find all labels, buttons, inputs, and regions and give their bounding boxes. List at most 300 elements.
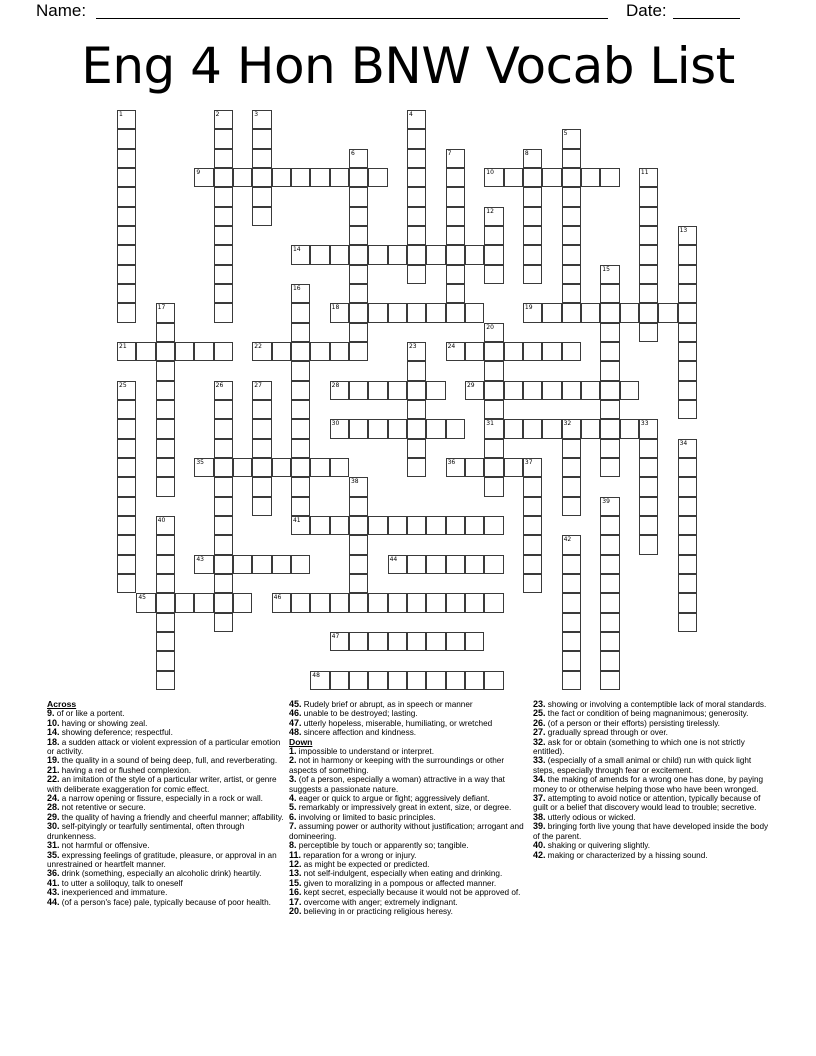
grid-cell[interactable] — [465, 593, 484, 612]
grid-cell[interactable] — [562, 477, 581, 496]
grid-cell[interactable] — [272, 342, 291, 361]
grid-cell[interactable] — [368, 419, 387, 438]
grid-cell[interactable] — [523, 342, 542, 361]
grid-cell[interactable] — [291, 245, 310, 264]
grid-cell[interactable] — [639, 226, 658, 245]
grid-cell[interactable] — [678, 439, 697, 458]
grid-cell[interactable] — [156, 381, 175, 400]
grid-cell[interactable] — [426, 419, 445, 438]
grid-cell[interactable] — [156, 477, 175, 496]
grid-cell[interactable] — [426, 381, 445, 400]
grid-cell[interactable] — [252, 497, 271, 516]
grid-cell[interactable] — [678, 342, 697, 361]
grid-cell[interactable] — [523, 207, 542, 226]
grid-cell[interactable] — [446, 593, 465, 612]
grid-cell[interactable] — [465, 555, 484, 574]
grid-cell[interactable] — [214, 419, 233, 438]
grid-cell[interactable] — [214, 168, 233, 187]
grid-cell[interactable] — [678, 613, 697, 632]
grid-cell[interactable] — [562, 149, 581, 168]
grid-cell[interactable] — [407, 555, 426, 574]
grid-cell[interactable] — [407, 400, 426, 419]
grid-cell[interactable] — [214, 284, 233, 303]
grid-cell[interactable] — [252, 129, 271, 148]
grid-cell[interactable] — [407, 419, 426, 438]
grid-cell[interactable] — [330, 593, 349, 612]
grid-cell[interactable] — [252, 207, 271, 226]
grid-cell[interactable] — [639, 245, 658, 264]
grid-cell[interactable] — [291, 303, 310, 322]
grid-cell[interactable] — [465, 381, 484, 400]
grid-cell[interactable] — [214, 593, 233, 612]
grid-cell[interactable] — [639, 458, 658, 477]
grid-cell[interactable] — [678, 458, 697, 477]
grid-cell[interactable] — [446, 342, 465, 361]
grid-cell[interactable] — [156, 516, 175, 535]
grid-cell[interactable] — [330, 458, 349, 477]
grid-cell[interactable] — [117, 400, 136, 419]
grid-cell[interactable] — [330, 381, 349, 400]
grid-cell[interactable] — [291, 381, 310, 400]
grid-cell[interactable] — [523, 303, 542, 322]
grid-cell[interactable] — [252, 342, 271, 361]
grid-cell[interactable] — [117, 419, 136, 438]
grid-cell[interactable] — [214, 535, 233, 554]
grid-cell[interactable] — [523, 265, 542, 284]
grid-cell[interactable] — [407, 593, 426, 612]
grid-cell[interactable] — [581, 168, 600, 187]
grid-cell[interactable] — [349, 516, 368, 535]
grid-cell[interactable] — [678, 303, 697, 322]
grid-cell[interactable] — [117, 458, 136, 477]
grid-cell[interactable] — [310, 342, 329, 361]
grid-cell[interactable] — [523, 535, 542, 554]
grid-cell[interactable] — [291, 284, 310, 303]
grid-cell[interactable] — [291, 168, 310, 187]
grid-cell[interactable] — [562, 342, 581, 361]
grid-cell[interactable] — [214, 574, 233, 593]
grid-cell[interactable] — [542, 419, 561, 438]
grid-cell[interactable] — [291, 516, 310, 535]
grid-cell[interactable] — [446, 671, 465, 690]
grid-cell[interactable] — [330, 168, 349, 187]
grid-cell[interactable] — [349, 477, 368, 496]
grid-cell[interactable] — [252, 458, 271, 477]
grid-cell[interactable] — [678, 477, 697, 496]
grid-cell[interactable] — [117, 516, 136, 535]
grid-cell[interactable] — [252, 187, 271, 206]
grid-cell[interactable] — [600, 439, 619, 458]
grid-cell[interactable] — [600, 671, 619, 690]
grid-cell[interactable] — [639, 439, 658, 458]
grid-cell[interactable] — [252, 477, 271, 496]
grid-cell[interactable] — [175, 593, 194, 612]
grid-cell[interactable] — [214, 497, 233, 516]
grid-cell[interactable] — [562, 632, 581, 651]
grid-cell[interactable] — [600, 419, 619, 438]
grid-cell[interactable] — [446, 555, 465, 574]
grid-cell[interactable] — [136, 593, 155, 612]
grid-cell[interactable] — [214, 342, 233, 361]
grid-cell[interactable] — [446, 149, 465, 168]
grid-cell[interactable] — [484, 400, 503, 419]
grid-cell[interactable] — [233, 593, 252, 612]
grid-cell[interactable] — [368, 593, 387, 612]
grid-cell[interactable] — [214, 149, 233, 168]
grid-cell[interactable] — [562, 574, 581, 593]
grid-cell[interactable] — [600, 574, 619, 593]
grid-cell[interactable] — [291, 497, 310, 516]
grid-cell[interactable] — [426, 245, 445, 264]
grid-cell[interactable] — [504, 381, 523, 400]
grid-cell[interactable] — [562, 651, 581, 670]
grid-cell[interactable] — [117, 574, 136, 593]
grid-cell[interactable] — [678, 284, 697, 303]
grid-cell[interactable] — [639, 303, 658, 322]
grid-cell[interactable] — [600, 400, 619, 419]
grid-cell[interactable] — [620, 381, 639, 400]
grid-cell[interactable] — [156, 419, 175, 438]
grid-cell[interactable] — [562, 497, 581, 516]
grid-cell[interactable] — [407, 671, 426, 690]
grid-cell[interactable] — [639, 477, 658, 496]
grid-cell[interactable] — [388, 303, 407, 322]
grid-cell[interactable] — [214, 303, 233, 322]
grid-cell[interactable] — [349, 671, 368, 690]
grid-cell[interactable] — [291, 593, 310, 612]
grid-cell[interactable] — [523, 477, 542, 496]
grid-cell[interactable] — [233, 555, 252, 574]
grid-cell[interactable] — [639, 168, 658, 187]
grid-cell[interactable] — [117, 187, 136, 206]
grid-cell[interactable] — [117, 381, 136, 400]
grid-cell[interactable] — [407, 129, 426, 148]
grid-cell[interactable] — [136, 342, 155, 361]
grid-cell[interactable] — [600, 168, 619, 187]
grid-cell[interactable] — [446, 168, 465, 187]
grid-cell[interactable] — [272, 168, 291, 187]
grid-cell[interactable] — [639, 207, 658, 226]
grid-cell[interactable] — [446, 207, 465, 226]
grid-cell[interactable] — [426, 555, 445, 574]
grid-cell[interactable] — [407, 381, 426, 400]
grid-cell[interactable] — [484, 593, 503, 612]
grid-cell[interactable] — [678, 381, 697, 400]
grid-cell[interactable] — [504, 419, 523, 438]
grid-cell[interactable] — [484, 245, 503, 264]
grid-cell[interactable] — [272, 458, 291, 477]
grid-cell[interactable] — [214, 207, 233, 226]
grid-cell[interactable] — [330, 516, 349, 535]
grid-cell[interactable] — [214, 458, 233, 477]
grid-cell[interactable] — [678, 226, 697, 245]
grid-cell[interactable] — [600, 651, 619, 670]
grid-cell[interactable] — [194, 342, 213, 361]
grid-cell[interactable] — [252, 439, 271, 458]
grid-cell[interactable] — [407, 187, 426, 206]
grid-cell[interactable] — [349, 342, 368, 361]
grid-cell[interactable] — [639, 497, 658, 516]
grid-cell[interactable] — [504, 342, 523, 361]
grid-cell[interactable] — [117, 439, 136, 458]
grid-cell[interactable] — [349, 632, 368, 651]
grid-cell[interactable] — [117, 497, 136, 516]
grid-cell[interactable] — [639, 516, 658, 535]
grid-cell[interactable] — [349, 574, 368, 593]
grid-cell[interactable] — [330, 419, 349, 438]
grid-cell[interactable] — [407, 226, 426, 245]
grid-cell[interactable] — [117, 477, 136, 496]
grid-cell[interactable] — [252, 149, 271, 168]
grid-cell[interactable] — [117, 129, 136, 148]
grid-cell[interactable] — [639, 187, 658, 206]
grid-cell[interactable] — [484, 419, 503, 438]
grid-cell[interactable] — [600, 555, 619, 574]
grid-cell[interactable] — [600, 516, 619, 535]
grid-cell[interactable] — [156, 555, 175, 574]
grid-cell[interactable] — [214, 516, 233, 535]
grid-cell[interactable] — [600, 458, 619, 477]
grid-cell[interactable] — [523, 555, 542, 574]
grid-cell[interactable] — [446, 187, 465, 206]
grid-cell[interactable] — [388, 555, 407, 574]
grid-cell[interactable] — [446, 265, 465, 284]
grid-cell[interactable] — [562, 265, 581, 284]
grid-cell[interactable] — [388, 593, 407, 612]
grid-cell[interactable] — [600, 361, 619, 380]
grid-cell[interactable] — [562, 187, 581, 206]
grid-cell[interactable] — [542, 168, 561, 187]
grid-cell[interactable] — [465, 632, 484, 651]
grid-cell[interactable] — [330, 671, 349, 690]
grid-cell[interactable] — [562, 245, 581, 264]
grid-cell[interactable] — [465, 303, 484, 322]
grid-cell[interactable] — [523, 168, 542, 187]
grid-cell[interactable] — [117, 226, 136, 245]
grid-cell[interactable] — [426, 632, 445, 651]
grid-cell[interactable] — [156, 361, 175, 380]
grid-cell[interactable] — [484, 342, 503, 361]
grid-cell[interactable] — [368, 632, 387, 651]
grid-cell[interactable] — [291, 439, 310, 458]
grid-cell[interactable] — [214, 381, 233, 400]
grid-cell[interactable] — [562, 555, 581, 574]
grid-cell[interactable] — [117, 149, 136, 168]
grid-cell[interactable] — [368, 168, 387, 187]
grid-cell[interactable] — [388, 245, 407, 264]
grid-cell[interactable] — [426, 593, 445, 612]
grid-cell[interactable] — [407, 458, 426, 477]
grid-cell[interactable] — [562, 593, 581, 612]
grid-cell[interactable] — [426, 516, 445, 535]
grid-cell[interactable] — [426, 671, 445, 690]
grid-cell[interactable] — [214, 129, 233, 148]
grid-cell[interactable] — [117, 342, 136, 361]
grid-cell[interactable] — [562, 458, 581, 477]
grid-cell[interactable] — [465, 458, 484, 477]
grid-cell[interactable] — [310, 458, 329, 477]
grid-cell[interactable] — [252, 381, 271, 400]
grid-cell[interactable] — [310, 245, 329, 264]
grid-cell[interactable] — [484, 439, 503, 458]
grid-cell[interactable] — [620, 419, 639, 438]
grid-cell[interactable] — [291, 323, 310, 342]
grid-cell[interactable] — [330, 342, 349, 361]
grid-cell[interactable] — [117, 245, 136, 264]
grid-cell[interactable] — [562, 381, 581, 400]
grid-cell[interactable] — [600, 284, 619, 303]
grid-cell[interactable] — [639, 284, 658, 303]
grid-cell[interactable] — [407, 632, 426, 651]
grid-cell[interactable] — [678, 265, 697, 284]
grid-cell[interactable] — [214, 439, 233, 458]
grid-cell[interactable] — [678, 555, 697, 574]
grid-cell[interactable] — [523, 245, 542, 264]
grid-cell[interactable] — [446, 419, 465, 438]
grid-cell[interactable] — [291, 477, 310, 496]
grid-cell[interactable] — [214, 555, 233, 574]
grid-cell[interactable] — [156, 574, 175, 593]
grid-cell[interactable] — [562, 419, 581, 438]
grid-cell[interactable] — [446, 303, 465, 322]
grid-cell[interactable] — [484, 207, 503, 226]
grid-cell[interactable] — [156, 323, 175, 342]
grid-cell[interactable] — [407, 265, 426, 284]
grid-cell[interactable] — [349, 187, 368, 206]
grid-cell[interactable] — [639, 323, 658, 342]
grid-cell[interactable] — [504, 458, 523, 477]
grid-cell[interactable] — [252, 555, 271, 574]
grid-cell[interactable] — [156, 439, 175, 458]
grid-cell[interactable] — [156, 303, 175, 322]
grid-cell[interactable] — [349, 168, 368, 187]
grid-cell[interactable] — [484, 226, 503, 245]
grid-cell[interactable] — [156, 342, 175, 361]
grid-cell[interactable] — [156, 671, 175, 690]
grid-cell[interactable] — [523, 226, 542, 245]
grid-cell[interactable] — [523, 574, 542, 593]
grid-cell[interactable] — [426, 303, 445, 322]
grid-cell[interactable] — [194, 458, 213, 477]
grid-cell[interactable] — [581, 381, 600, 400]
grid-cell[interactable] — [349, 245, 368, 264]
grid-cell[interactable] — [388, 671, 407, 690]
grid-cell[interactable] — [523, 149, 542, 168]
grid-cell[interactable] — [349, 303, 368, 322]
grid-cell[interactable] — [562, 671, 581, 690]
grid-cell[interactable] — [194, 168, 213, 187]
grid-cell[interactable] — [156, 593, 175, 612]
grid-cell[interactable] — [214, 226, 233, 245]
grid-cell[interactable] — [562, 207, 581, 226]
grid-cell[interactable] — [523, 458, 542, 477]
grid-cell[interactable] — [658, 303, 677, 322]
grid-cell[interactable] — [600, 323, 619, 342]
grid-cell[interactable] — [233, 458, 252, 477]
grid-cell[interactable] — [194, 555, 213, 574]
grid-cell[interactable] — [291, 400, 310, 419]
grid-cell[interactable] — [446, 245, 465, 264]
grid-cell[interactable] — [349, 535, 368, 554]
grid-cell[interactable] — [523, 516, 542, 535]
grid-cell[interactable] — [252, 419, 271, 438]
grid-cell[interactable] — [214, 477, 233, 496]
grid-cell[interactable] — [407, 303, 426, 322]
grid-cell[interactable] — [600, 497, 619, 516]
grid-cell[interactable] — [156, 535, 175, 554]
grid-cell[interactable] — [581, 303, 600, 322]
grid-cell[interactable] — [620, 303, 639, 322]
grid-cell[interactable] — [349, 226, 368, 245]
grid-cell[interactable] — [368, 381, 387, 400]
grid-cell[interactable] — [291, 419, 310, 438]
grid-cell[interactable] — [600, 342, 619, 361]
grid-cell[interactable] — [349, 284, 368, 303]
grid-cell[interactable] — [678, 574, 697, 593]
grid-cell[interactable] — [117, 284, 136, 303]
grid-cell[interactable] — [156, 400, 175, 419]
grid-cell[interactable] — [446, 632, 465, 651]
grid-cell[interactable] — [562, 439, 581, 458]
grid-cell[interactable] — [214, 110, 233, 129]
grid-cell[interactable] — [678, 593, 697, 612]
grid-cell[interactable] — [407, 342, 426, 361]
grid-cell[interactable] — [156, 613, 175, 632]
grid-cell[interactable] — [523, 381, 542, 400]
grid-cell[interactable] — [446, 284, 465, 303]
grid-cell[interactable] — [349, 381, 368, 400]
grid-cell[interactable] — [349, 323, 368, 342]
grid-cell[interactable] — [562, 535, 581, 554]
grid-cell[interactable] — [407, 168, 426, 187]
grid-cell[interactable] — [252, 400, 271, 419]
grid-cell[interactable] — [562, 303, 581, 322]
grid-cell[interactable] — [600, 632, 619, 651]
grid-cell[interactable] — [272, 555, 291, 574]
grid-cell[interactable] — [484, 555, 503, 574]
grid-cell[interactable] — [117, 168, 136, 187]
grid-cell[interactable] — [272, 593, 291, 612]
grid-cell[interactable] — [117, 303, 136, 322]
grid-cell[interactable] — [349, 207, 368, 226]
grid-cell[interactable] — [407, 207, 426, 226]
grid-cell[interactable] — [156, 651, 175, 670]
grid-cell[interactable] — [484, 168, 503, 187]
grid-cell[interactable] — [562, 168, 581, 187]
grid-cell[interactable] — [368, 516, 387, 535]
grid-cell[interactable] — [484, 458, 503, 477]
grid-cell[interactable] — [252, 110, 271, 129]
grid-cell[interactable] — [678, 400, 697, 419]
grid-cell[interactable] — [291, 361, 310, 380]
grid-cell[interactable] — [349, 593, 368, 612]
grid-cell[interactable] — [407, 149, 426, 168]
grid-cell[interactable] — [562, 284, 581, 303]
grid-cell[interactable] — [465, 516, 484, 535]
grid-cell[interactable] — [465, 342, 484, 361]
grid-cell[interactable] — [465, 245, 484, 264]
grid-cell[interactable] — [330, 245, 349, 264]
grid-cell[interactable] — [233, 168, 252, 187]
grid-cell[interactable] — [562, 226, 581, 245]
grid-cell[interactable] — [504, 168, 523, 187]
grid-cell[interactable] — [407, 110, 426, 129]
grid-cell[interactable] — [349, 265, 368, 284]
grid-cell[interactable] — [484, 323, 503, 342]
grid-cell[interactable] — [291, 458, 310, 477]
grid-cell[interactable] — [407, 361, 426, 380]
grid-cell[interactable] — [194, 593, 213, 612]
